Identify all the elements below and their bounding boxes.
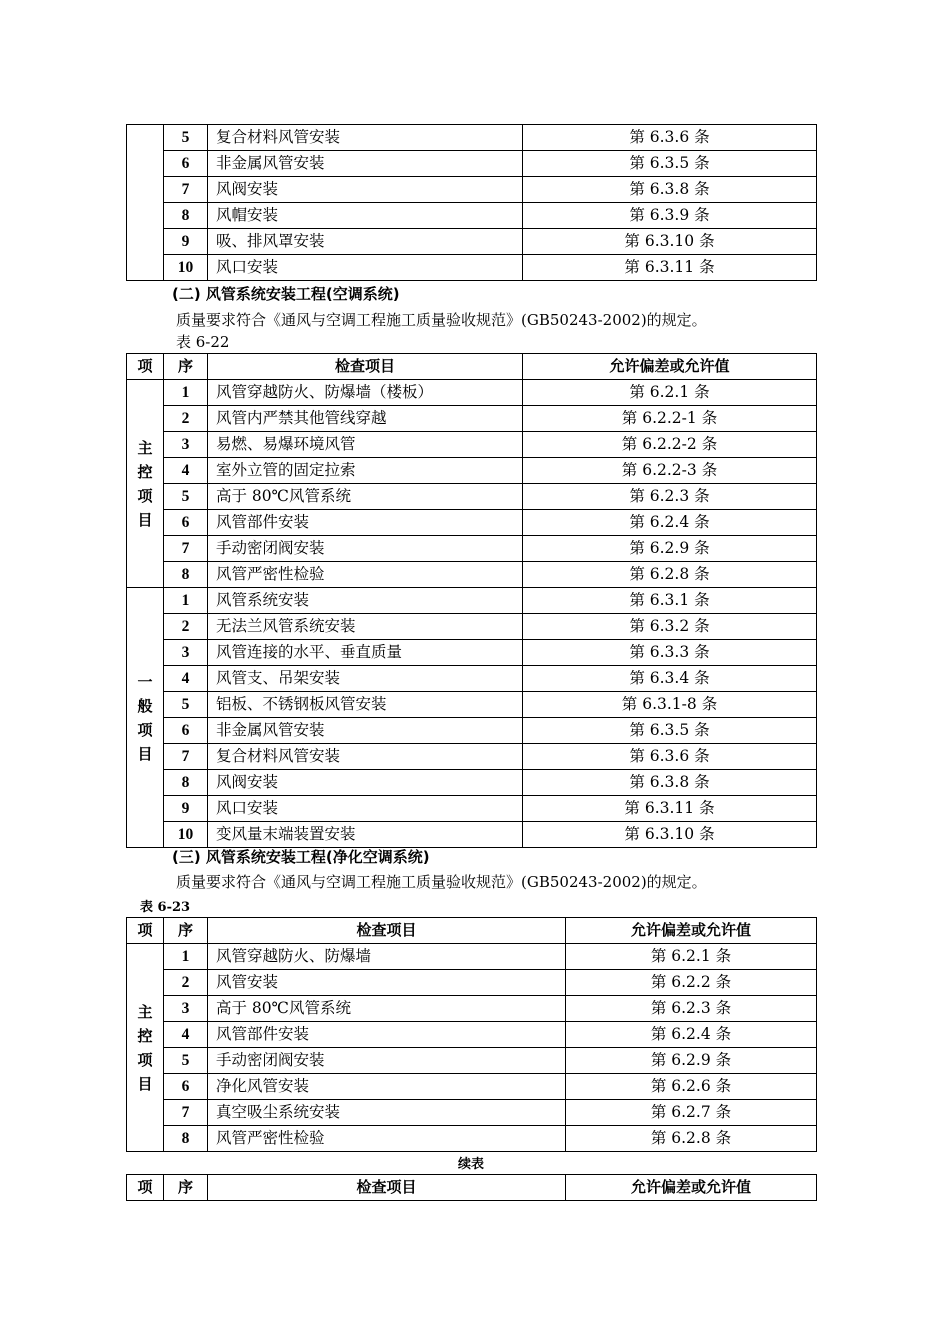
header-ref: 允许偏差或允许值 — [566, 1175, 817, 1201]
table-row — [127, 1022, 817, 1048]
row-number: 3 — [164, 640, 208, 666]
check-item: 变风量末端装置安装 — [208, 822, 523, 848]
table-row — [127, 718, 817, 744]
header-no: 序 — [164, 354, 208, 380]
row-number: 5 — [164, 692, 208, 718]
table-6-23 — [126, 917, 817, 1152]
section3-caption: 表 6-23 — [140, 900, 191, 915]
table-row — [127, 510, 817, 536]
table-row — [127, 944, 817, 970]
check-item: 高于 80℃风管系统 — [208, 996, 566, 1022]
row-number: 8 — [164, 562, 208, 588]
check-item: 风管支、吊架安装 — [208, 666, 523, 692]
check-item: 风管部件安装 — [208, 1022, 566, 1048]
clause-reference: 第 6.3.10 条 — [523, 822, 817, 848]
clause-reference: 第 6.2.2-3 条 — [523, 458, 817, 484]
check-item: 铝板、不锈钢板风管安装 — [208, 692, 523, 718]
clause-reference: 第 6.3.8 条 — [523, 177, 817, 203]
table-row — [127, 255, 817, 281]
clause-reference: 第 6.3.6 条 — [523, 744, 817, 770]
check-item: 复合材料风管安装 — [208, 744, 523, 770]
table-row — [127, 536, 817, 562]
clause-reference: 第 6.3.11 条 — [523, 255, 817, 281]
row-number: 5 — [164, 484, 208, 510]
continued-label: 续表 — [457, 1157, 484, 1172]
group-label-char: 般 — [137, 696, 153, 715]
row-number: 5 — [164, 1048, 208, 1074]
clause-reference: 第 6.2.7 条 — [566, 1100, 817, 1126]
check-item: 无法兰风管系统安装 — [208, 614, 523, 640]
check-item: 风管安装 — [208, 970, 566, 996]
check-item: 室外立管的固定拉索 — [208, 458, 523, 484]
header-ref: 允许偏差或允许值 — [523, 354, 817, 380]
row-number: 1 — [164, 588, 208, 614]
clause-reference: 第 6.3.9 条 — [523, 203, 817, 229]
table-row — [127, 380, 817, 406]
clause-reference: 第 6.3.4 条 — [523, 666, 817, 692]
table-header-row — [127, 1175, 817, 1201]
row-number: 10 — [164, 255, 208, 281]
check-item: 风管连接的水平、垂直质量 — [208, 640, 523, 666]
row-number: 7 — [164, 177, 208, 203]
check-item: 吸、排风罩安装 — [208, 229, 523, 255]
table-6-22 — [126, 353, 817, 848]
group-label-char: 控 — [137, 462, 153, 481]
top-table-block — [126, 124, 817, 281]
clause-reference: 第 6.2.1 条 — [523, 380, 817, 406]
table-row — [127, 1100, 817, 1126]
table-row — [127, 177, 817, 203]
clause-reference: 第 6.3.1 条 — [523, 588, 817, 614]
row-number: 6 — [164, 718, 208, 744]
header-item: 检查项目 — [208, 354, 523, 380]
clause-reference: 第 6.3.11 条 — [523, 796, 817, 822]
check-item: 风管穿越防火、防爆墙 — [208, 944, 566, 970]
check-item: 风管穿越防火、防爆墙（楼板） — [208, 380, 523, 406]
table-row — [127, 1048, 817, 1074]
clause-reference: 第 6.2.1 条 — [566, 944, 817, 970]
table-6-22-block — [126, 353, 817, 848]
table-row — [127, 970, 817, 996]
check-item: 真空吸尘系统安装 — [208, 1100, 566, 1126]
table-row — [127, 484, 817, 510]
group-label-cell — [127, 125, 164, 281]
header-no: 序 — [164, 1175, 208, 1201]
row-number: 8 — [164, 203, 208, 229]
row-number: 2 — [164, 970, 208, 996]
row-number: 6 — [164, 510, 208, 536]
clause-reference: 第 6.3.8 条 — [523, 770, 817, 796]
clause-reference: 第 6.3.10 条 — [523, 229, 817, 255]
clause-reference: 第 6.2.4 条 — [566, 1022, 817, 1048]
clause-reference: 第 6.3.3 条 — [523, 640, 817, 666]
group-label-char: 项 — [137, 486, 153, 505]
table-row — [127, 666, 817, 692]
clause-reference: 第 6.2.9 条 — [566, 1048, 817, 1074]
header-no: 序 — [164, 918, 208, 944]
continued-table-block — [126, 1174, 817, 1201]
header-group: 项 — [127, 918, 164, 944]
row-number: 4 — [164, 1022, 208, 1048]
table-row — [127, 203, 817, 229]
table-row — [127, 796, 817, 822]
table-row — [127, 640, 817, 666]
header-item: 检查项目 — [208, 918, 566, 944]
group-label-char: 目 — [137, 1074, 153, 1093]
row-number: 8 — [164, 1126, 208, 1152]
row-number: 1 — [164, 380, 208, 406]
group-label-cell — [127, 380, 164, 588]
check-item: 非金属风管安装 — [208, 718, 523, 744]
row-number: 2 — [164, 614, 208, 640]
table-row — [127, 125, 817, 151]
group-label-char: 目 — [137, 744, 153, 763]
check-item: 风阀安装 — [208, 177, 523, 203]
table-row — [127, 151, 817, 177]
row-number: 3 — [164, 996, 208, 1022]
header-group: 项 — [127, 354, 164, 380]
check-item: 风阀安装 — [208, 770, 523, 796]
group-label-char: 项 — [137, 1050, 153, 1069]
clause-reference: 第 6.2.2-2 条 — [523, 432, 817, 458]
clause-reference: 第 6.2.4 条 — [523, 510, 817, 536]
table-header-row — [127, 354, 817, 380]
check-item: 风口安装 — [208, 796, 523, 822]
section2-heading: (二) 风管系统安装工程(空调系统) — [172, 285, 400, 303]
clause-reference: 第 6.2.2-1 条 — [523, 406, 817, 432]
clause-reference: 第 6.3.1-8 条 — [523, 692, 817, 718]
table-row — [127, 1126, 817, 1152]
row-number: 6 — [164, 151, 208, 177]
check-item: 风管系统安装 — [208, 588, 523, 614]
table-row — [127, 996, 817, 1022]
clause-reference: 第 6.3.6 条 — [523, 125, 817, 151]
check-item: 净化风管安装 — [208, 1074, 566, 1100]
table-header-row — [127, 918, 817, 944]
check-item: 风管部件安装 — [208, 510, 523, 536]
table-row — [127, 588, 817, 614]
row-number: 5 — [164, 125, 208, 151]
table-row — [127, 770, 817, 796]
table-row — [127, 406, 817, 432]
clause-reference: 第 6.2.2 条 — [566, 970, 817, 996]
clause-reference: 第 6.2.6 条 — [566, 1074, 817, 1100]
continued-table — [126, 1174, 817, 1201]
check-item: 风管内严禁其他管线穿越 — [208, 406, 523, 432]
row-number: 1 — [164, 944, 208, 970]
check-item: 复合材料风管安装 — [208, 125, 523, 151]
clause-reference: 第 6.2.3 条 — [566, 996, 817, 1022]
table-row — [127, 229, 817, 255]
row-number: 8 — [164, 770, 208, 796]
check-item: 易燃、易爆环境风管 — [208, 432, 523, 458]
section3-para: 质量要求符合《通风与空调工程施工质量验收规范》(GB50243-2002)的规定。 — [176, 873, 707, 891]
group-label-char: 目 — [137, 510, 153, 529]
check-item: 风管严密性检验 — [208, 1126, 566, 1152]
table-row — [127, 614, 817, 640]
row-number: 4 — [164, 458, 208, 484]
check-item: 非金属风管安装 — [208, 151, 523, 177]
table-row — [127, 432, 817, 458]
row-number: 7 — [164, 536, 208, 562]
row-number: 4 — [164, 666, 208, 692]
table-row — [127, 1074, 817, 1100]
header-group: 项 — [127, 1175, 164, 1201]
check-item: 手动密闭阀安装 — [208, 1048, 566, 1074]
table-row — [127, 458, 817, 484]
table-row — [127, 744, 817, 770]
check-item: 风帽安装 — [208, 203, 523, 229]
clause-reference: 第 6.2.8 条 — [566, 1126, 817, 1152]
section2-caption: 表 6-22 — [176, 333, 230, 351]
row-number: 3 — [164, 432, 208, 458]
section2-para: 质量要求符合《通风与空调工程施工质量验收规范》(GB50243-2002)的规定。 — [176, 311, 707, 329]
clause-reference: 第 6.3.5 条 — [523, 718, 817, 744]
check-item: 风管严密性检验 — [208, 562, 523, 588]
group-label-char: 项 — [137, 720, 153, 739]
row-number: 7 — [164, 744, 208, 770]
row-number: 10 — [164, 822, 208, 848]
clause-reference: 第 6.3.5 条 — [523, 151, 817, 177]
check-item: 手动密闭阀安装 — [208, 536, 523, 562]
group-label-char: 一 — [137, 672, 153, 691]
row-number: 7 — [164, 1100, 208, 1126]
section3-heading: (三) 风管系统安装工程(净化空调系统) — [172, 848, 430, 866]
clause-reference: 第 6.3.2 条 — [523, 614, 817, 640]
clause-reference: 第 6.2.9 条 — [523, 536, 817, 562]
group-label-char: 主 — [137, 438, 153, 457]
clause-reference: 第 6.2.3 条 — [523, 484, 817, 510]
row-number: 9 — [164, 229, 208, 255]
row-number: 6 — [164, 1074, 208, 1100]
header-ref: 允许偏差或允许值 — [566, 918, 817, 944]
table-row — [127, 692, 817, 718]
group-label-char: 主 — [137, 1002, 153, 1021]
top-table — [126, 124, 817, 281]
check-item: 高于 80℃风管系统 — [208, 484, 523, 510]
row-number: 9 — [164, 796, 208, 822]
group-label-char: 控 — [137, 1026, 153, 1045]
clause-reference: 第 6.2.8 条 — [523, 562, 817, 588]
table-row — [127, 822, 817, 848]
header-item: 检查项目 — [208, 1175, 566, 1201]
group-label-cell — [127, 588, 164, 848]
table-row — [127, 562, 817, 588]
table-6-23-block — [126, 917, 817, 1152]
group-label-cell — [127, 944, 164, 1152]
row-number: 2 — [164, 406, 208, 432]
check-item: 风口安装 — [208, 255, 523, 281]
